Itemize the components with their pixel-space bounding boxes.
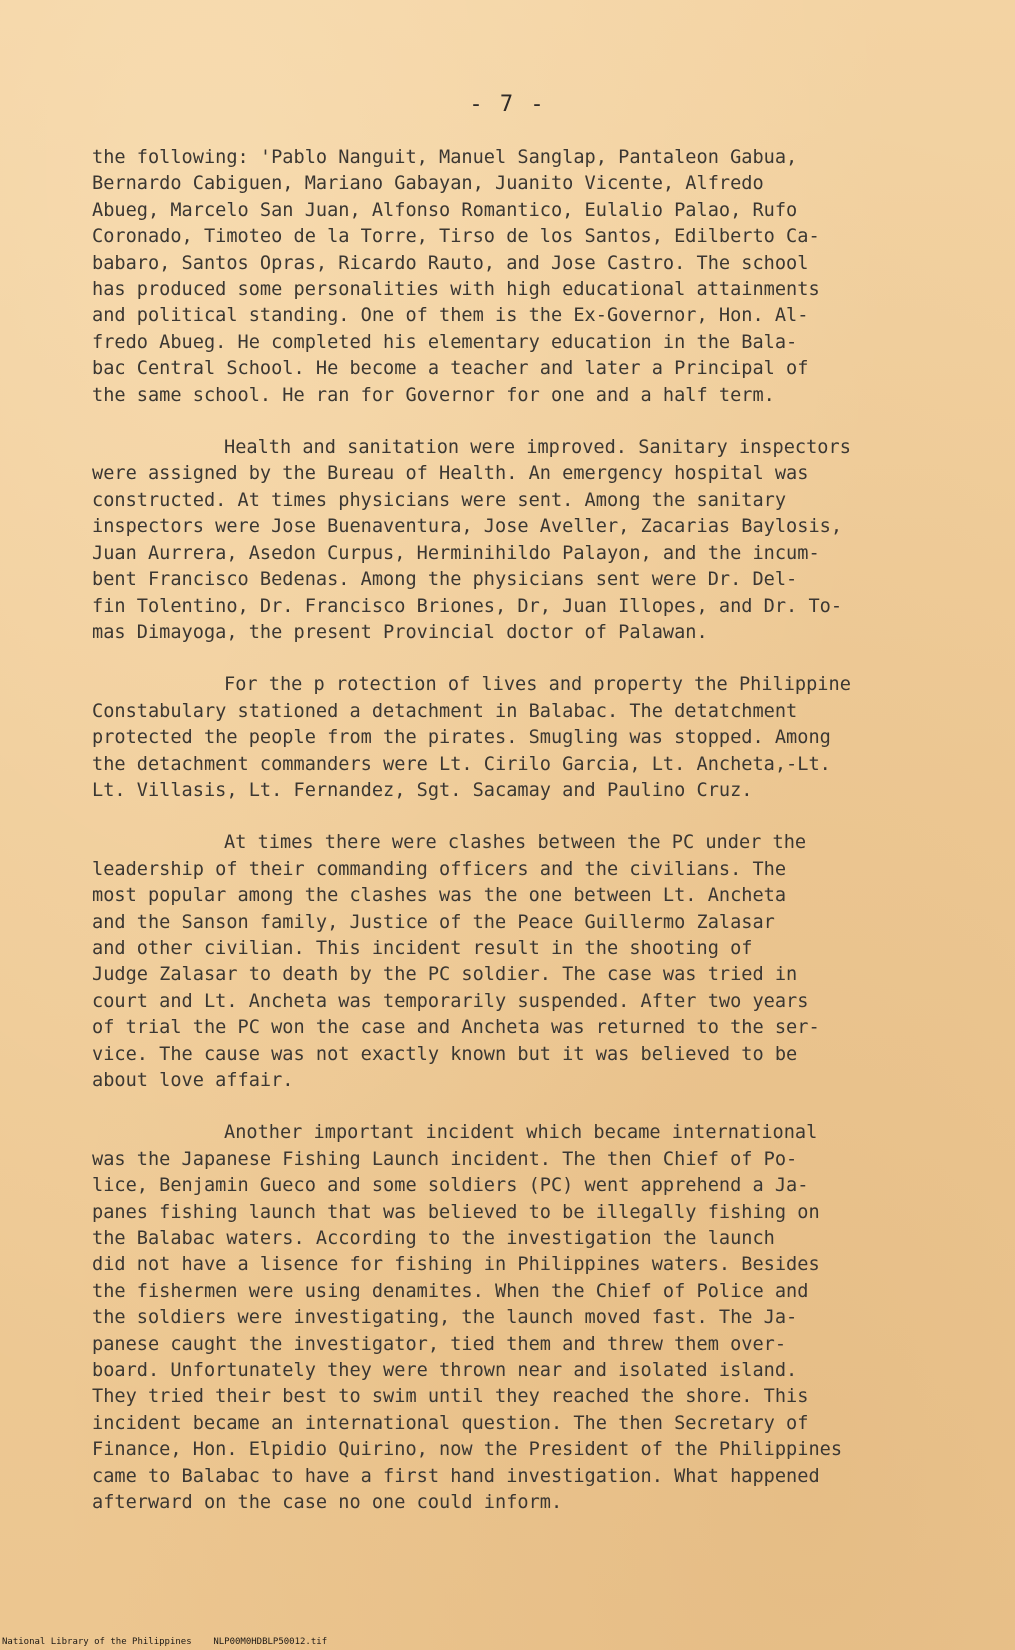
text-line: the Balabac waters. According to the investigation the launch: [92, 1228, 775, 1250]
text-line: the detachment commanders were Lt. Cirilo Garcia, Lt. Ancheta,-Lt.: [92, 753, 831, 775]
text-line: court and Lt. Ancheta was temporarily suspended. After two years: [92, 990, 809, 1012]
text-line: Juan Aurrera, Asedon Curpus, Herminihildo Palayon, and the incum-: [92, 542, 820, 564]
text-line: was the Japanese Fishing Launch incident. The then Chief of Po-: [92, 1148, 798, 1170]
text-line: Health and sanitation were improved. Sanitary inspectors: [224, 437, 851, 459]
text-line: bent Francisco Bedenas. Among the physicians sent were Dr. Del-: [92, 569, 798, 591]
text-line: Bernardo Cabiguen, Mariano Gabayan, Juanito Vicente, Alfredo: [92, 173, 764, 195]
text-line: the same school. He ran for Governor for one and a half term.: [92, 384, 775, 406]
text-line: protected the people from the pirates. Smugling was stopped. Among: [92, 727, 831, 749]
paragraph-4: [92, 830, 972, 1094]
text-line: panese caught the investigator, tied them and threw them over-: [92, 1333, 787, 1355]
text-line: babaro, Santos Opras, Ricardo Rauto, and Jose Castro. The school: [92, 252, 809, 274]
text-line: of trial the PC won the case and Ancheta was returned to the ser-: [92, 1017, 820, 1039]
text-line: fredo Abueg. He completed his elementary education in the Bala-: [92, 331, 798, 353]
text-line: most popular among the clashes was the one between Lt. Ancheta: [92, 885, 787, 907]
text-line: Abueg, Marcelo San Juan, Alfonso Romantico, Eulalio Palao, Rufo: [92, 199, 798, 221]
text-line: bac Central School. He become a teacher and later a Principal of: [92, 358, 809, 380]
archive-footer: National Library of the Philippines NLP00M0HDBLP50012.tif: [2, 1637, 328, 1647]
text-line: Judge Zalasar to death by the PC soldier. The case was tried in: [92, 964, 798, 986]
text-line: fin Tolentino, Dr. Francisco Briones, Dr, Juan Illopes, and Dr. To-: [92, 595, 843, 617]
text-line: and the Sanson family, Justice of the Peace Guillermo Zalasar: [92, 911, 775, 933]
text-line: incident became an international question. The then Secretary of: [92, 1412, 809, 1434]
text-line: inspectors were Jose Buenaventura, Jose Aveller, Zacarias Baylosis,: [92, 516, 843, 538]
page-number: - 7 -: [469, 92, 546, 117]
text-line: about love affair.: [92, 1070, 294, 1091]
text-line: leadership of their commanding officers and the civilians. The: [92, 858, 787, 880]
text-line: Coronado, Timoteo de la Torre, Tirso de los Santos, Edilberto Ca-: [92, 226, 820, 248]
text-line: mas Dimayoga, the present Provincial doctor of Palawan.: [92, 621, 708, 643]
text-line: has produced some personalities with high educational attainments: [92, 279, 820, 301]
text-line: lice, Benjamin Gueco and some soldiers (PC) went apprehend a Ja-: [92, 1175, 809, 1197]
text-line: Finance, Hon. Elpidio Quirino, now the President of the Philippines: [92, 1439, 843, 1461]
text-line: afterward on the case no one could inform.: [92, 1492, 563, 1514]
text-line: Constabulary stationed a detachment in Balabac. The detatchment: [92, 700, 798, 722]
text-line: They tried their best to swim until they reached the shore. This: [92, 1386, 809, 1408]
text-line: Another important incident which became international: [224, 1122, 818, 1144]
text-line: and political standing. One of them is the Ex-Governor, Hon. Al-: [92, 305, 809, 327]
text-line: the soldiers were investigating, the launch moved fast. The Ja-: [92, 1307, 798, 1329]
text-line: came to Balabac to have a first hand investigation. What happened: [92, 1465, 820, 1487]
text-line: panes fishing launch that was believed to be illegally fishing on: [92, 1201, 820, 1223]
paragraph-1: [92, 145, 972, 409]
text-line: vice. The cause was not exactly known but it was believed to be: [92, 1043, 798, 1065]
paragraph-5: [92, 1120, 972, 1516]
text-line: the fishermen were using denamites. When the Chief of Police and: [92, 1280, 809, 1302]
text-line: board. Unfortunately they were thrown near and isolated island.: [92, 1360, 798, 1382]
text-line: For the p rotection of lives and property the Philippine: [224, 674, 851, 696]
page-body: [92, 145, 972, 1543]
text-line: constructed. At times physicians were sent. Among the sanitary: [92, 489, 787, 511]
text-line: Lt. Villasis, Lt. Fernandez, Sgt. Sacamay and Paulino Cruz.: [92, 779, 753, 801]
text-line: did not have a lisence for fishing in Philippines waters. Besides: [92, 1254, 820, 1276]
paragraph-3: [92, 672, 972, 804]
text-line: the following: 'Pablo Nanguit, Manuel Sanglap, Pantaleon Gabua,: [92, 147, 798, 168]
text-line: and other civilian. This incident result in the shooting of: [92, 937, 753, 959]
paragraph-2: [92, 435, 972, 646]
text-line: At times there were clashes between the PC under the: [224, 832, 807, 854]
text-line: were assigned by the Bureau of Health. An emergency hospital was: [92, 463, 809, 485]
